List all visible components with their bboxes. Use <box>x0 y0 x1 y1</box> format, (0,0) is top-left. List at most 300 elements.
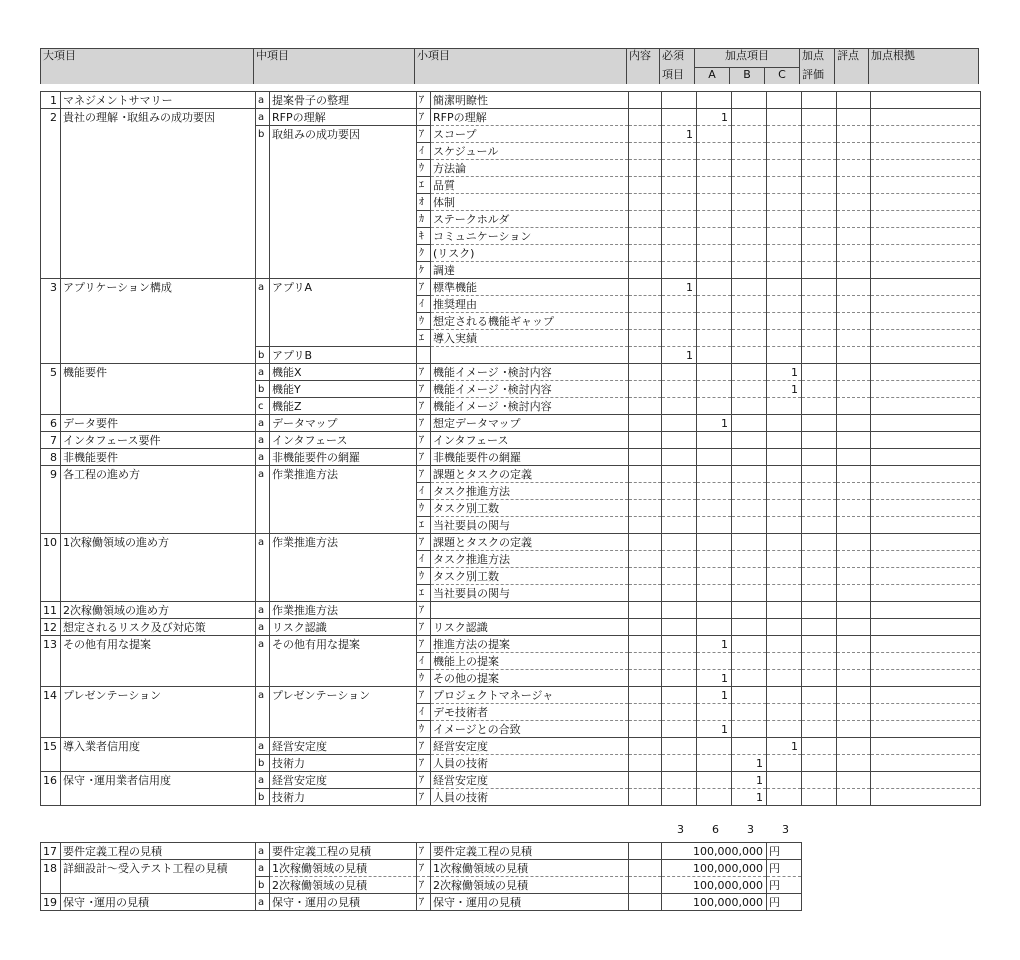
minor-item-kana: ｹ <box>417 262 431 279</box>
bonus-eval-cell <box>802 500 837 517</box>
minor-item: 人員の技術 <box>431 789 629 806</box>
score-cell <box>837 381 871 398</box>
table-row <box>41 670 981 687</box>
major-item: インタフェース要件 <box>61 432 256 449</box>
required-cell <box>662 466 697 483</box>
bonus-a-cell <box>697 347 732 364</box>
bonus-a-cell <box>697 126 732 143</box>
bonus-c-cell <box>767 602 802 619</box>
middle-item: 作業推進方法 <box>270 534 417 551</box>
middle-item: 要件定義工程の見積 <box>270 843 417 860</box>
content-cell <box>629 687 662 704</box>
middle-item <box>270 500 417 517</box>
minor-item-kana: ｲ <box>417 653 431 670</box>
required-cell <box>662 517 697 534</box>
required-cell: 1 <box>662 279 697 296</box>
major-item <box>61 211 256 228</box>
score-cell <box>837 619 871 636</box>
header-col-a: A <box>695 68 730 85</box>
middle-item: 機能X <box>270 364 417 381</box>
required-cell <box>662 619 697 636</box>
middle-item-letter: b <box>256 347 270 364</box>
required-cell <box>662 602 697 619</box>
minor-item: 体制 <box>431 194 629 211</box>
required-cell <box>662 245 697 262</box>
bonus-b-cell <box>732 228 767 245</box>
basis-cell <box>871 228 981 245</box>
bonus-b-cell <box>732 534 767 551</box>
minor-item-kana: ｱ <box>417 789 431 806</box>
table-row <box>41 160 981 177</box>
row-number <box>41 568 61 585</box>
table-row <box>41 432 981 449</box>
minor-item: (リスク) <box>431 245 629 262</box>
major-item <box>61 483 256 500</box>
table-row <box>41 789 981 806</box>
content-cell <box>629 449 662 466</box>
bonus-a-cell <box>697 194 732 211</box>
content-cell <box>629 228 662 245</box>
bonus-eval-cell <box>802 347 837 364</box>
basis-cell <box>871 381 981 398</box>
bonus-b-cell <box>732 279 767 296</box>
bonus-eval-cell <box>802 721 837 738</box>
content-cell <box>629 636 662 653</box>
currency-unit: 円 <box>767 877 802 894</box>
bonus-eval-cell <box>802 636 837 653</box>
major-item <box>61 877 256 894</box>
bonus-c-cell <box>767 262 802 279</box>
minor-item-kana: ｱ <box>417 877 431 894</box>
table-row <box>41 109 981 126</box>
required-cell <box>662 568 697 585</box>
bonus-c-cell <box>767 160 802 177</box>
minor-item: 方法論 <box>431 160 629 177</box>
row-number <box>41 126 61 143</box>
row-number <box>41 500 61 517</box>
minor-item: 簡潔明瞭性 <box>431 92 629 109</box>
table-row <box>41 602 981 619</box>
content-cell <box>629 313 662 330</box>
major-item <box>61 398 256 415</box>
required-cell <box>662 177 697 194</box>
bonus-a-cell <box>697 602 732 619</box>
minor-item: 非機能要件の網羅 <box>431 449 629 466</box>
major-item: マネジメントサマリー <box>61 92 256 109</box>
header-col-c: C <box>765 68 800 85</box>
totals-row <box>652 820 792 838</box>
middle-item-letter: a <box>256 772 270 789</box>
required-cell <box>662 381 697 398</box>
minor-item: プロジェクトマネージャ <box>431 687 629 704</box>
score-cell <box>837 109 871 126</box>
table-row <box>41 636 981 653</box>
header-sho: 小項目 <box>415 49 627 68</box>
middle-item <box>270 177 417 194</box>
major-item <box>61 517 256 534</box>
bonus-b-cell <box>732 670 767 687</box>
bonus-a-cell <box>697 143 732 160</box>
row-number: 13 <box>41 636 61 653</box>
bonus-b-cell <box>732 398 767 415</box>
table-row <box>41 143 981 160</box>
row-number <box>41 670 61 687</box>
bonus-a-cell <box>697 177 732 194</box>
row-number <box>41 551 61 568</box>
basis-cell <box>871 92 981 109</box>
minor-item-kana: ｱ <box>417 860 431 877</box>
middle-item-letter <box>256 653 270 670</box>
middle-item <box>270 143 417 160</box>
basis-cell <box>871 296 981 313</box>
bonus-a-cell <box>697 245 732 262</box>
basis-cell <box>871 721 981 738</box>
basis-cell <box>871 211 981 228</box>
bonus-eval-cell <box>802 143 837 160</box>
bonus-b-cell <box>732 432 767 449</box>
score-cell <box>837 534 871 551</box>
score-cell <box>837 245 871 262</box>
content-cell <box>629 877 662 894</box>
minor-item: 課題とタスクの定義 <box>431 534 629 551</box>
score-cell <box>837 194 871 211</box>
score-cell <box>837 279 871 296</box>
middle-item: リスク認識 <box>270 619 417 636</box>
bonus-a-cell: 1 <box>697 721 732 738</box>
middle-item: 作業推進方法 <box>270 602 417 619</box>
bonus-eval-cell <box>802 551 837 568</box>
score-cell <box>837 670 871 687</box>
middle-item: 提案骨子の整理 <box>270 92 417 109</box>
currency-unit: 円 <box>767 860 802 877</box>
required-cell <box>662 721 697 738</box>
basis-cell <box>871 449 981 466</box>
required-cell <box>662 211 697 228</box>
bonus-c-cell <box>767 704 802 721</box>
middle-item-letter <box>256 517 270 534</box>
minor-item-kana: ｳ <box>417 721 431 738</box>
required-cell <box>662 483 697 500</box>
middle-item-letter: a <box>256 738 270 755</box>
bonus-a-cell <box>697 534 732 551</box>
minor-item-kana: ｱ <box>417 449 431 466</box>
minor-item-kana: ｶ <box>417 211 431 228</box>
middle-item <box>270 551 417 568</box>
content-cell <box>629 670 662 687</box>
major-item: 貴社の理解 ･取組みの成功要因 <box>61 109 256 126</box>
major-item: その他有用な提案 <box>61 636 256 653</box>
basis-cell <box>871 466 981 483</box>
middle-item-letter: b <box>256 877 270 894</box>
bonus-c-cell <box>767 347 802 364</box>
bonus-c-cell <box>767 177 802 194</box>
bonus-eval-cell <box>802 772 837 789</box>
middle-item: その他有用な提案 <box>270 636 417 653</box>
required-cell <box>662 551 697 568</box>
bonus-c-cell <box>767 551 802 568</box>
middle-item-letter <box>256 500 270 517</box>
middle-item-letter: c <box>256 398 270 415</box>
table-row <box>41 585 981 602</box>
middle-item: 非機能要件の網羅 <box>270 449 417 466</box>
required-cell: 1 <box>662 126 697 143</box>
bonus-c-cell <box>767 449 802 466</box>
bonus-c-cell: 1 <box>767 381 802 398</box>
bonus-a-cell <box>697 738 732 755</box>
middle-item-letter: a <box>256 109 270 126</box>
minor-item: タスク推進方法 <box>431 551 629 568</box>
bonus-b-cell: 1 <box>732 755 767 772</box>
required-cell <box>662 194 697 211</box>
bonus-c-cell <box>767 245 802 262</box>
minor-item-kana: ｴ <box>417 517 431 534</box>
content-cell <box>629 568 662 585</box>
header-blank <box>869 68 979 85</box>
bonus-a-cell <box>697 500 732 517</box>
minor-item: リスク認識 <box>431 619 629 636</box>
bonus-b-cell <box>732 517 767 534</box>
minor-item-kana: ｱ <box>417 636 431 653</box>
content-cell <box>629 381 662 398</box>
bonus-eval-cell <box>802 432 837 449</box>
header-content: 内容 <box>627 49 660 68</box>
basis-cell <box>871 517 981 534</box>
content-cell <box>629 653 662 670</box>
row-number: 11 <box>41 602 61 619</box>
content-cell <box>629 585 662 602</box>
total-b: 3 <box>747 822 754 836</box>
bonus-b-cell <box>732 177 767 194</box>
bonus-b-cell <box>732 245 767 262</box>
basis-cell <box>871 126 981 143</box>
score-cell <box>837 313 871 330</box>
bonus-b-cell <box>732 313 767 330</box>
major-item: 要件定義工程の見積 <box>61 843 256 860</box>
middle-item-letter <box>256 245 270 262</box>
bonus-eval-cell <box>802 653 837 670</box>
minor-item-kana: ｲ <box>417 296 431 313</box>
minor-item-kana: ｱ <box>417 398 431 415</box>
bonus-a-cell <box>697 466 732 483</box>
score-cell <box>837 704 871 721</box>
bonus-c-cell <box>767 568 802 585</box>
middle-item: 経営安定度 <box>270 738 417 755</box>
major-item <box>61 551 256 568</box>
major-item: 保守 ･運用の見積 <box>61 894 256 911</box>
content-cell <box>629 483 662 500</box>
minor-item-kana: ｲ <box>417 483 431 500</box>
minor-item-kana: ｱ <box>417 755 431 772</box>
content-cell <box>629 330 662 347</box>
bonus-a-cell: 1 <box>697 687 732 704</box>
score-cell <box>837 636 871 653</box>
score-cell <box>837 330 871 347</box>
table-row <box>41 347 981 364</box>
required-cell <box>662 738 697 755</box>
middle-item-letter <box>256 211 270 228</box>
score-cell <box>837 500 871 517</box>
middle-item-letter <box>256 721 270 738</box>
middle-item-letter: a <box>256 602 270 619</box>
bonus-a-cell <box>697 772 732 789</box>
row-number <box>41 160 61 177</box>
middle-item <box>270 313 417 330</box>
middle-item-letter <box>256 296 270 313</box>
row-number <box>41 877 61 894</box>
basis-cell <box>871 177 981 194</box>
bonus-b-cell <box>732 126 767 143</box>
middle-item <box>270 211 417 228</box>
middle-item-letter: b <box>256 789 270 806</box>
table-row <box>41 568 981 585</box>
content-cell <box>629 126 662 143</box>
basis-cell <box>871 279 981 296</box>
minor-item-kana <box>417 347 431 364</box>
table-row <box>41 687 981 704</box>
minor-item-kana: ｵ <box>417 194 431 211</box>
basis-cell <box>871 415 981 432</box>
estimate-amount: 100,000,000 <box>662 843 767 860</box>
middle-item-letter <box>256 177 270 194</box>
bonus-eval-cell <box>802 568 837 585</box>
middle-item-letter: a <box>256 279 270 296</box>
required-cell <box>662 789 697 806</box>
minor-item-kana: ｴ <box>417 177 431 194</box>
bonus-b-cell <box>732 619 767 636</box>
major-item <box>61 228 256 245</box>
bonus-a-cell <box>697 313 732 330</box>
content-cell <box>629 347 662 364</box>
middle-item: インタフェース <box>270 432 417 449</box>
row-number: 1 <box>41 92 61 109</box>
required-cell <box>662 228 697 245</box>
middle-item-letter <box>256 228 270 245</box>
row-number: 6 <box>41 415 61 432</box>
minor-item: コミュニケーション <box>431 228 629 245</box>
major-item: プレゼンテーション <box>61 687 256 704</box>
bonus-b-cell <box>732 721 767 738</box>
middle-item: 取組みの成功要因 <box>270 126 417 143</box>
row-number <box>41 313 61 330</box>
bonus-a-cell <box>697 432 732 449</box>
bonus-eval-cell <box>802 126 837 143</box>
major-item <box>61 347 256 364</box>
middle-item <box>270 228 417 245</box>
table-row <box>41 653 981 670</box>
basis-cell <box>871 347 981 364</box>
currency-unit: 円 <box>767 894 802 911</box>
row-number <box>41 330 61 347</box>
bonus-eval-cell <box>802 211 837 228</box>
table-row <box>41 228 981 245</box>
content-cell <box>629 279 662 296</box>
score-cell <box>837 211 871 228</box>
basis-cell <box>871 772 981 789</box>
bonus-c-cell <box>767 109 802 126</box>
table-row <box>41 704 981 721</box>
table-row <box>41 296 981 313</box>
table-row <box>41 619 981 636</box>
content-cell <box>629 160 662 177</box>
header-score: 評点 <box>835 49 869 68</box>
row-number <box>41 228 61 245</box>
content-cell <box>629 432 662 449</box>
basis-cell <box>871 313 981 330</box>
major-item <box>61 262 256 279</box>
total-c: 3 <box>782 822 789 836</box>
basis-cell <box>871 602 981 619</box>
header-dai: 大項目 <box>41 49 254 68</box>
minor-item-kana: ｱ <box>417 843 431 860</box>
bonus-c-cell: 1 <box>767 364 802 381</box>
content-cell <box>629 789 662 806</box>
header-blank <box>415 68 627 85</box>
required-cell <box>662 687 697 704</box>
basis-cell <box>871 738 981 755</box>
bonus-b-cell <box>732 636 767 653</box>
required-cell <box>662 772 697 789</box>
major-item <box>61 670 256 687</box>
middle-item-letter <box>256 483 270 500</box>
basis-cell <box>871 619 981 636</box>
bonus-eval-cell <box>802 262 837 279</box>
bonus-c-cell <box>767 772 802 789</box>
estimate-row <box>41 894 802 911</box>
minor-item: タスク別工数 <box>431 500 629 517</box>
table-row <box>41 755 981 772</box>
bonus-c-cell <box>767 483 802 500</box>
basis-cell <box>871 687 981 704</box>
minor-item: 機能イメージ ･検討内容 <box>431 364 629 381</box>
row-number <box>41 262 61 279</box>
minor-item: 機能イメージ ･検討内容 <box>431 398 629 415</box>
content-cell <box>629 109 662 126</box>
minor-item <box>431 347 629 364</box>
major-item: 機能要件 <box>61 364 256 381</box>
bonus-eval-cell <box>802 670 837 687</box>
middle-item <box>270 330 417 347</box>
major-item: 詳細設計～受入テスト工程の見積 <box>61 860 256 877</box>
content-cell <box>629 843 662 860</box>
middle-item: プレゼンテーション <box>270 687 417 704</box>
basis-cell <box>871 109 981 126</box>
table-row <box>41 398 981 415</box>
table-row <box>41 279 981 296</box>
bonus-eval-cell <box>802 313 837 330</box>
major-item <box>61 126 256 143</box>
minor-item: 推奨理由 <box>431 296 629 313</box>
bonus-c-cell <box>767 636 802 653</box>
minor-item: 機能イメージ ･検討内容 <box>431 381 629 398</box>
row-number <box>41 517 61 534</box>
middle-item-letter <box>256 313 270 330</box>
minor-item: 調達 <box>431 262 629 279</box>
table-row <box>41 449 981 466</box>
row-number <box>41 653 61 670</box>
table-row <box>41 551 981 568</box>
middle-item-letter: a <box>256 466 270 483</box>
bonus-eval-cell <box>802 296 837 313</box>
middle-item <box>270 704 417 721</box>
score-cell <box>837 347 871 364</box>
minor-item: 導入実績 <box>431 330 629 347</box>
row-number <box>41 143 61 160</box>
major-item: 2次稼働領域の進め方 <box>61 602 256 619</box>
score-cell <box>837 653 871 670</box>
bonus-c-cell <box>767 279 802 296</box>
minor-item: 1次稼働領域の見積 <box>431 860 629 877</box>
content-cell <box>629 534 662 551</box>
